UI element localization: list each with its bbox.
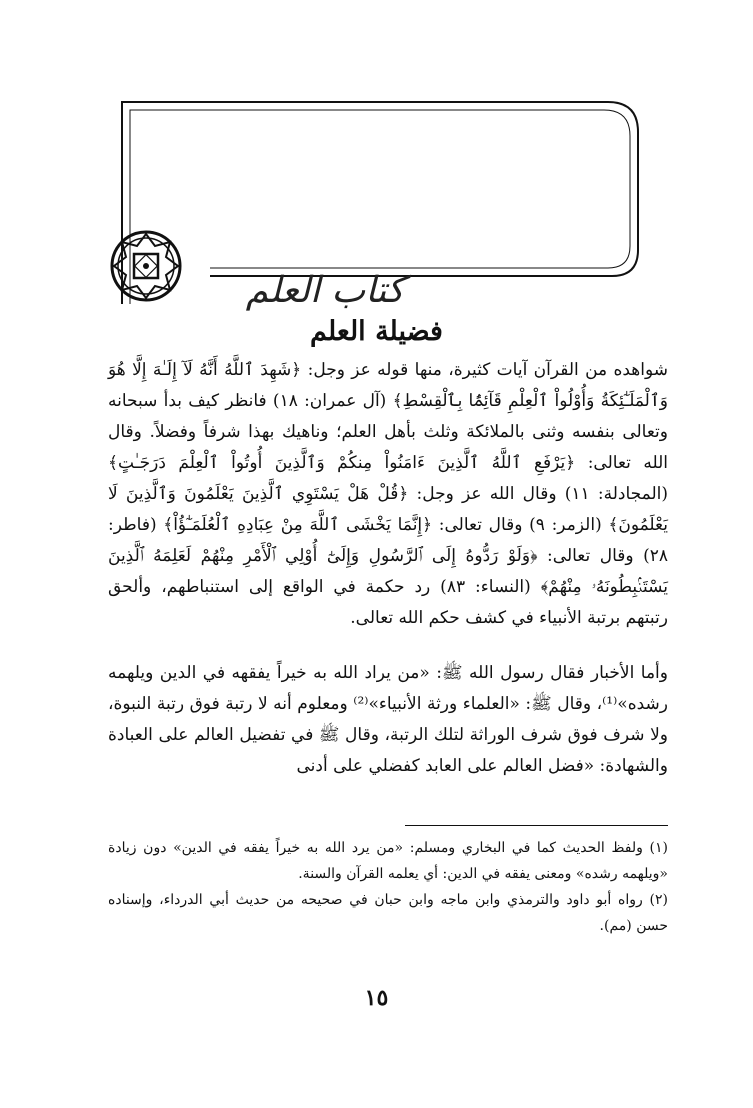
page-number: ١٥ [364, 985, 389, 1011]
paragraph: وأما الأخبار فقال رسول الله ﷺ: «من يراد الله به خيراً يفقهه في الدين ويلهمه رشده»⁽¹⁾، وقال ﷺ: «العلماء ورثة الأنبياء»⁽²⁾ ومعلوم أنه لا رتبة فوق رتبة النبوة، ولا شرف فوق شرف الوراثة لتلك الرتبة، وقال ﷺ في تفضيل العالم على العبادة والشهادة: «فضل العالم على العابد كفضلي على أدنى [108, 663, 668, 776]
paragraph: شواهده من القرآن آيات كثيرة، منها قوله عز وجل: ﴿شَهِدَ ٱللَّهُ أَنَّهُ لَآ إِلَـٰهَ إِلَّا هُوَ وَٱلْمَلَـٰٓئِكَةُ وَأُوْلُواْ ٱلْعِلْمِ قَآئِمًۢا بِٱلْقِسْطِ﴾ (آل عمران: ١٨) فانظر كيف بدأ سبحانه وتعالى بنفسه وثنى بالملائكة وثلث بأهل العلم؛ وناهيك بهذا شرفاً وفضلاً. وقال الله تعالى: ﴿يَرْفَعِ ٱللَّهُ ٱلَّذِينَ ءَامَنُواْ مِنكُمْ وَٱلَّذِينَ أُوتُواْ ٱلْعِلْمَ دَرَجَـٰتٍ﴾ (المجادلة: ١١) وقال الله عز وجل: ﴿قُلْ هَلْ يَسْتَوِي ٱلَّذِينَ يَعْلَمُونَ وَٱلَّذِينَ لَا يَعْلَمُونَ﴾ (الزمر: ٩) وقال تعالى: ﴿إِنَّمَا يَخْشَى ٱللَّهَ مِنْ عِبَادِهِ ٱلْعُلَمَـٰٓؤُاْ﴾ (فاطر: ٢٨) وقال تعالى: ﴿وَلَوْ رَدُّوهُ إِلَى ٱلرَّسُولِ وَإِلَىٰٓ أُوْلِي ٱلْأَمْرِ مِنْهُمْ لَعَلِمَهُ ٱلَّذِينَ يَسْتَنۢبِطُونَهُۥ مِنْهُمْ﴾ (النساء: ٨٣) رد حكمة في الواقع إلى استنباطهم، وألحق رتبتهم برتبة الأنبياء في كشف حكم الله تعالى. [108, 360, 669, 628]
floral-ornament-icon [108, 228, 184, 304]
book-title: كتاب العلم [245, 270, 405, 311]
footnote-divider [405, 825, 668, 826]
main-text [108, 355, 668, 782]
section-title: فضيلة العلم [310, 316, 443, 347]
footnotes [108, 835, 668, 939]
footnote: (٢) رواه أبو داود والترمذي وابن ماجه وابن حبان في صحيحه من حديث أبي الدرداء، وإسناده حسن (مم). [108, 892, 668, 934]
footnote: (١) ولفظ الحديث كما في البخاري ومسلم: «من يرد الله به خيراً يفقه في الدين» دون زيادة «ويلهمه رشده» ومعنى يفقه في الدين: أي يعلمه القرآن والسنة. [108, 840, 668, 882]
